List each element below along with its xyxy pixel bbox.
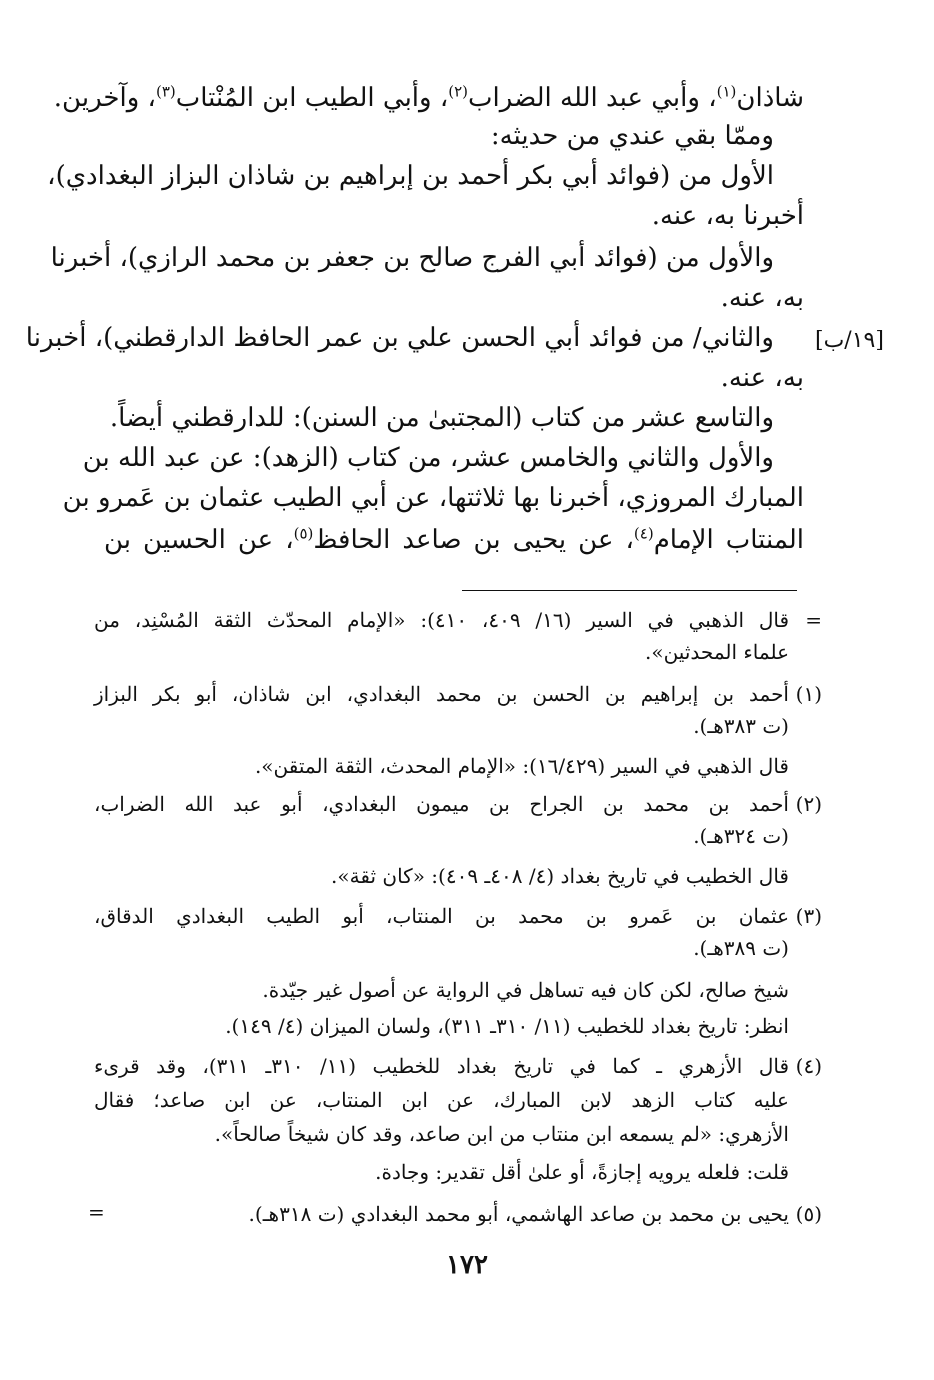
footnote-ref[interactable]: (٣) xyxy=(155,82,176,101)
main-text-line: أخبرنا به، عنه. xyxy=(651,201,804,231)
footnote-line: عثمان بن عَمرو بن محمد بن المنتاب، أبو الطيب البغدادي الدقاق، xyxy=(94,904,789,928)
footnote-line: الأزهري: «لم يسمعه ابن منتاب من ابن صاعد، وقد كان شيخاً صالحاً». xyxy=(214,1122,789,1146)
footnote-separator xyxy=(462,590,797,591)
main-text-line: والأول والثاني والخامس عشر، من كتاب (الزهد): عن عبد الله بن xyxy=(82,443,774,473)
main-text-line: به، عنه. xyxy=(720,283,804,313)
footnote-line: قال الأزهري ـ كما في تاريخ بغداد للخطيب (١١/ ٣١٠ـ ٣١١)، وقد قرىء xyxy=(94,1054,790,1078)
footnote-line: انظر: تاريخ بغداد للخطيب (١١/ ٣١٠ـ ٣١١)، ولسان الميزان (٤/ ١٤٩). xyxy=(225,1014,789,1038)
footnote-line: قلت: فلعله يرويه إجازةً، أو علىٰ أقل تقدير: وجادة. xyxy=(375,1160,789,1184)
main-text-line: والتاسع عشر من كتاب (المجتبىٰ من السنن): للدارقطني أيضاً. xyxy=(109,403,774,433)
footnote-number: (٣) xyxy=(795,904,822,928)
main-text-line: المبارك المروزي، أخبرنا بها ثلاثتها، عن أبي الطيب عثمان بن عَمرو بن xyxy=(62,483,804,513)
footnote-ref[interactable]: (١) xyxy=(716,82,737,101)
footnote-ref[interactable]: (٥) xyxy=(293,524,314,543)
footnote-ref[interactable]: (٢) xyxy=(448,82,469,101)
footnote-number: (٥) xyxy=(795,1202,822,1226)
footnote-line: (ت ٣٢٤هـ). xyxy=(693,824,789,848)
footnote-line: أحمد بن محمد بن الجراح بن ميمون البغدادي، أبو عبد الله الضراب، xyxy=(94,792,789,816)
folio-margin-note: [١٩/ب] xyxy=(815,328,884,353)
footnote-number: (٢) xyxy=(795,792,822,816)
footnote-number: (٤) xyxy=(795,1054,822,1078)
main-text-line: شاذان$^{(١)}$، وأبي عبد الله الضراب$^{(٢)}$، وأبي الطيب ابن المُنْتاب$^{(٣)}$، وآخرين. xyxy=(53,82,804,113)
footnote-line: قال الذهبي في السير (١٦/ ٤٠٩، ٤١٠): «الإمام المحدّث الثقة المُسْنِد، من xyxy=(94,608,790,632)
footnote-number: (١) xyxy=(795,682,822,706)
footnote-line: شيخ صالح، لكن كان فيه تساهل في الرواية عن أصول غير جيّدة. xyxy=(262,978,789,1002)
footnote-line: يحيى بن محمد بن صاعد الهاشمي، أبو محمد البغدادي (ت ٣١٨هـ). xyxy=(248,1202,789,1226)
page-number: ١٧٢ xyxy=(446,1250,488,1280)
main-text-line: الأول من (فوائد أبي بكر أحمد بن إبراهيم بن شاذان البزاز البغدادي)، xyxy=(47,161,774,191)
footnote-ref[interactable]: (٤) xyxy=(633,524,654,543)
main-text-line: المنتاب الإمام$^{(٤)}$، عن يحيى بن صاعد الحافظ$^{(٥)}$، عن الحسين بن xyxy=(104,524,804,555)
footnote-line: عليه كتاب الزهد لابن المبارك، عن ابن المنتاب، عن ابن صاعد؛ فقال xyxy=(94,1088,789,1112)
footnote-line: علماء المحدثين». xyxy=(644,640,789,664)
continuation-mark: = xyxy=(88,1200,105,1224)
footnote-line: أحمد بن إبراهيم بن الحسن بن محمد البغدادي، ابن شاذان، أبو بكر البزاز xyxy=(94,682,789,706)
continuation-mark: = xyxy=(805,608,822,632)
footnote-line: (ت ٣٨٩هـ). xyxy=(693,936,789,960)
main-text-line: وممّا بقي عندي من حديثه: xyxy=(490,121,774,151)
main-text-line: والأول من (فوائد أبي الفرج صالح بن جعفر بن محمد الرازي)، أخبرنا xyxy=(50,243,774,273)
footnote-line: (ت ٣٨٣هـ). xyxy=(693,714,789,738)
footnote-line: قال الذهبي في السير (١٦/٤٢٩): «الإمام المحدث، الثقة المتقن». xyxy=(254,754,789,778)
main-text-line: به، عنه. xyxy=(720,363,804,393)
footnote-line: قال الخطيب في تاريخ بغداد (٤/ ٤٠٨ـ ٤٠٩): «كان ثقة». xyxy=(331,864,789,888)
main-text-line: والثاني/ من فوائد أبي الحسن علي بن عمر الحافظ الدارقطني)، أخبرنا xyxy=(25,323,774,353)
